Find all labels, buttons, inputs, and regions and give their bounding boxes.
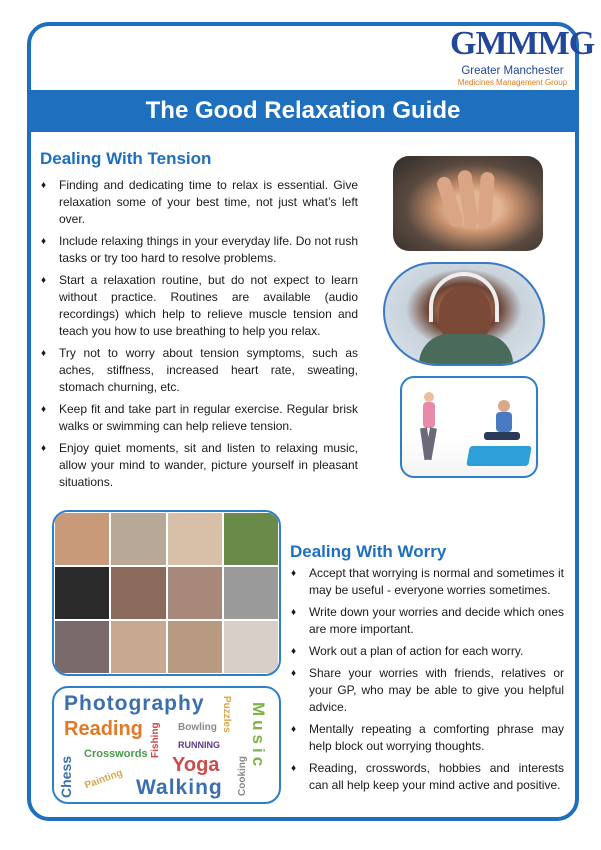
bullet-icon: ♦ bbox=[41, 180, 47, 191]
list-item: ♦ Accept that worrying is normal and sometimes it may be useful - everyone worries sometimes. bbox=[291, 566, 564, 597]
logo-mark: GMMMG bbox=[450, 25, 595, 62]
bullet-icon: ♦ bbox=[41, 443, 47, 454]
list-item: ♦ Enjoy quiet moments, sit and listen to relaxing music, allow your mind to wander, picture yourself in pleasant situations. bbox=[41, 441, 358, 489]
tension-heading: Dealing With Tension bbox=[40, 149, 212, 168]
bullet-icon: ♦ bbox=[291, 607, 297, 618]
tension-list bbox=[40, 177, 358, 496]
list-item: ♦ Write down your worries and decide which ones are more important. bbox=[291, 605, 564, 636]
word-yoga: Yoga bbox=[172, 754, 220, 776]
logo-line1: Greater Manchester bbox=[461, 65, 564, 77]
list-item: ♦ Share your worries with friends, relatives or your GP, who may be able to give you helpful advice. bbox=[291, 666, 564, 714]
bullet-icon: ♦ bbox=[291, 668, 297, 679]
word-running: RUNNING bbox=[178, 740, 220, 750]
clasped-hands-photo bbox=[393, 156, 543, 251]
word-chess: Chess bbox=[58, 755, 74, 798]
list-item: ♦ Include relaxing things in your everyday life. Do not rush tasks or try too hard to resolve problems. bbox=[41, 234, 358, 265]
word-music: Music bbox=[249, 702, 268, 771]
word-cooking: Cooking bbox=[237, 756, 248, 796]
bullet-icon: ♦ bbox=[41, 275, 47, 286]
logo-line2: Medicines Management Group bbox=[457, 78, 568, 87]
word-bowling: Bowling bbox=[178, 722, 217, 733]
worried-faces-collage bbox=[52, 510, 281, 676]
people-exercising-photo bbox=[400, 376, 538, 478]
page-title: The Good Relaxation Guide bbox=[27, 90, 579, 132]
worry-heading: Dealing With Worry bbox=[290, 542, 447, 561]
word-photography: Photography bbox=[64, 692, 205, 715]
list-item: ♦ Try not to worry about tension symptoms, such as aches, stiffness, increased heart rate, sweating, stomach churning, etc. bbox=[41, 346, 358, 394]
list-item: ♦ Start a relaxation routine, but do not expect to learn without practice. Routines are available (audio recordings) which help to relieve muscle tension and teach you how to use breathing to help you relax. bbox=[41, 273, 358, 338]
word-fishing: Fishing bbox=[150, 722, 161, 758]
list-item: ♦ Mentally repeating a comforting phrase may help block out worrying thoughts. bbox=[291, 722, 564, 753]
bullet-icon: ♦ bbox=[41, 236, 47, 247]
gmmmg-logo bbox=[450, 25, 595, 88]
bullet-icon: ♦ bbox=[41, 404, 47, 415]
bullet-icon: ♦ bbox=[291, 646, 297, 657]
bullet-icon: ♦ bbox=[291, 568, 297, 579]
word-painting: Painting bbox=[83, 767, 125, 792]
word-walking: Walking bbox=[136, 776, 223, 799]
bullet-icon: ♦ bbox=[291, 763, 297, 774]
word-crosswords: Crosswords bbox=[84, 748, 148, 760]
hobbies-word-cloud bbox=[52, 686, 281, 804]
list-item: ♦ Work out a plan of action for each worry. bbox=[291, 644, 524, 658]
list-item: ♦ Reading, crosswords, hobbies and interests can all help keep your mind active and positive. bbox=[291, 761, 564, 792]
worry-list bbox=[290, 565, 564, 799]
bullet-icon: ♦ bbox=[291, 724, 297, 735]
list-item: ♦ Keep fit and take part in regular exercise. Regular brisk walks or swimming can help relieve tension. bbox=[41, 402, 358, 433]
bullet-icon: ♦ bbox=[41, 348, 47, 359]
man-listening-music-photo bbox=[383, 262, 545, 366]
list-item: ♦ Finding and dedicating time to relax is essential. Give relaxation some of your best time, not just what’s left over. bbox=[41, 178, 358, 226]
word-reading: Reading bbox=[64, 718, 143, 740]
word-puzzles: Puzzles bbox=[221, 696, 232, 733]
